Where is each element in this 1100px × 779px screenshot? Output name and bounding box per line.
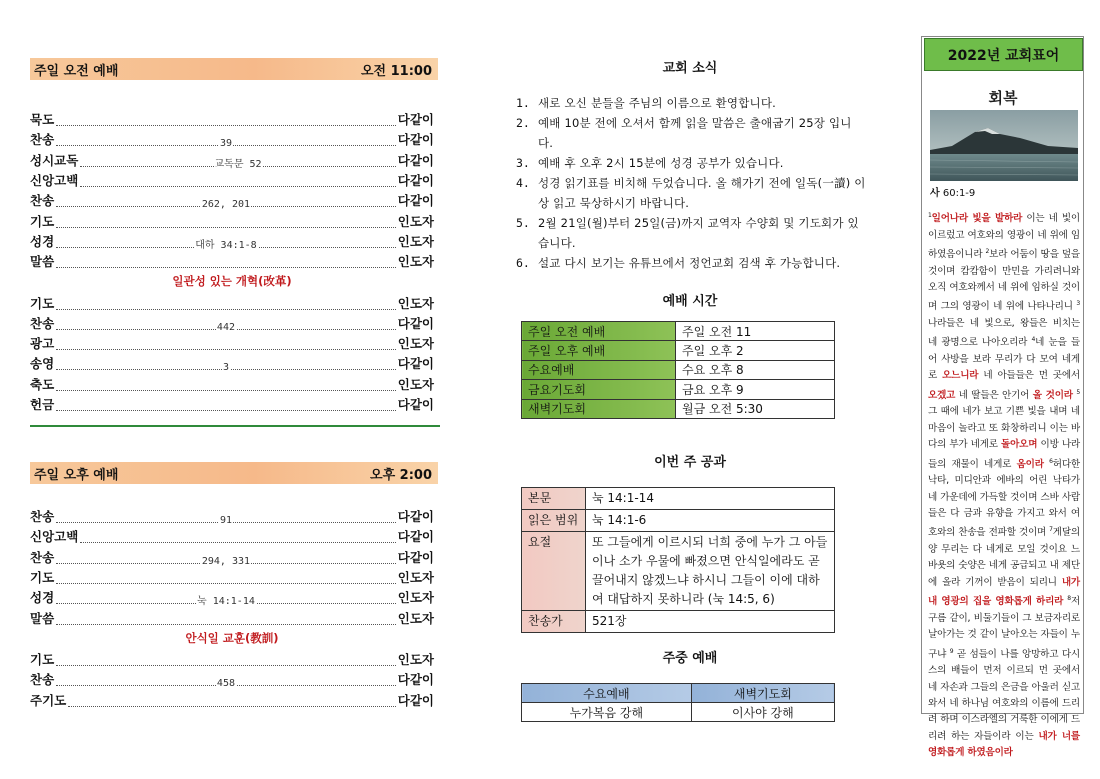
order-label: 성시교독 <box>30 152 79 168</box>
dot-leader <box>56 570 396 584</box>
dot-leader <box>56 672 396 690</box>
verse-highlight: 내가 내 영광의 집을 영화롭게 하리라 <box>928 576 1080 608</box>
order-row <box>30 210 434 230</box>
lesson-value: 눅 14:1-6 <box>586 510 835 532</box>
news-item <box>516 153 866 173</box>
news-text: 2월 21일(월)부터 25일(금)까지 교역자 수양회 및 기도회가 있습니다. <box>538 216 859 250</box>
order-leader: 인도자 <box>397 610 434 626</box>
order-label: 찬송 <box>30 549 55 565</box>
verse-highlight: 내가 너를 영화롭게 하였음이라 <box>928 730 1080 759</box>
service-time-row <box>522 341 835 360</box>
order-detail: 눅 14:1-14 <box>197 596 255 608</box>
dot-leader <box>80 153 395 170</box>
order-label: 찬송 <box>30 193 55 209</box>
lesson-row <box>522 611 835 633</box>
lesson-row <box>522 488 835 510</box>
dot-leader <box>56 112 396 126</box>
order-row <box>30 567 434 587</box>
service-time-row <box>522 380 835 399</box>
order-label: 광고 <box>30 336 55 352</box>
news-text: 설교 다시 보기는 유튜브에서 정언교회 검색 후 가능합니다. <box>538 256 841 270</box>
order-leader: 인도자 <box>397 233 434 249</box>
order-row <box>30 170 434 190</box>
order-detail: 대하 34:1-8 <box>195 239 257 251</box>
lesson-value: 눅 14:1-14 <box>586 488 835 510</box>
order-row <box>30 526 434 546</box>
motto-word: 회복 <box>988 89 1018 107</box>
dot-leader <box>56 356 396 374</box>
lesson-table <box>521 487 835 633</box>
dot-leader <box>56 550 396 567</box>
service-time: 수요 오후 8 <box>676 360 835 379</box>
motto-verse-text <box>928 208 1080 762</box>
order-row <box>30 292 434 312</box>
morning-service-time: 오전 11:00 <box>360 63 432 79</box>
service-times-table <box>521 321 835 419</box>
news-item <box>516 253 866 273</box>
verse-number: 3 <box>1076 300 1080 308</box>
dot-leader <box>56 254 396 268</box>
service-name: 금요기도회 <box>522 380 676 399</box>
news-text: 성경 읽기표를 비치해 두었습니다. 올 해가기 전에 일독(一讀) 이상 읽고 묵상하시기 바랍니다. <box>538 176 866 210</box>
order-label: 축도 <box>30 376 55 392</box>
order-row <box>30 251 434 271</box>
service-name: 수요예배 <box>522 360 676 379</box>
verse-text: 그 때에 네가 보고 기쁜 빛을 내며 네 마음이 놀라고 또 화창하리니 이는 바다의 부가 네게로 <box>928 406 1080 451</box>
news-number: 4. <box>516 176 530 190</box>
verse-text: 네 눈을 들어 사방을 보라 무리가 다 모여 네게로 <box>928 337 1080 382</box>
service-name: 주일 오전 예배 <box>522 322 676 341</box>
order-detail: 교독문 52 <box>214 158 262 170</box>
order-leader: 다같이 <box>397 173 434 189</box>
midweek-header-dawn: 새벽기도회 <box>691 684 834 703</box>
order-row <box>30 689 434 709</box>
news-title: 교회 소식 <box>662 61 718 76</box>
order-label: 헌금 <box>30 397 55 412</box>
verse-book: 사 <box>930 188 940 199</box>
order-leader: 다같이 <box>397 356 434 372</box>
order-label: 성경 <box>30 590 55 606</box>
order-leader: 인도자 <box>397 376 434 392</box>
lesson-key: 본문 <box>522 488 586 510</box>
verse-text: 곧 섬들이 나를 앙망하고 다시스의 배들이 먼저 이르되 먼 곳에서 네 자손과 그들의 은금을 아울러 싣고 와서 네 하나님 여호와의 이름에 드리려 하며 이스라엘의 거룩한 이에게 드리려 하는 자들이라 이는 <box>928 648 1080 742</box>
order-label: 주기도 <box>30 692 67 708</box>
service-time: 월금 오전 5:30 <box>676 399 835 418</box>
order-row <box>30 607 434 627</box>
order-leader: 인도자 <box>397 590 434 606</box>
order-label: 찬송 <box>30 132 55 148</box>
news-number: 1. <box>516 96 530 110</box>
order-leader: 다같이 <box>397 112 434 128</box>
dot-leader <box>56 214 396 228</box>
lesson-key: 요절 <box>522 532 586 611</box>
verse-text: 네 아들들은 먼 곳에서 <box>978 370 1080 382</box>
news-text: 새로 오신 분들을 주님의 이름으로 환영합니다. <box>538 96 777 110</box>
lesson-title: 이번 주 공과 <box>654 455 726 470</box>
news-item <box>516 213 866 253</box>
news-text: 예배 후 오후 2시 15분에 성경 공부가 있습니다. <box>538 156 784 170</box>
order-row <box>30 669 434 689</box>
service-time-row <box>522 322 835 341</box>
order-leader: 인도자 <box>397 213 434 229</box>
order-detail: 262, 201 <box>201 199 251 211</box>
order-label: 찬송 <box>30 315 55 331</box>
verse-number: 2 <box>985 248 990 255</box>
order-leader: 다같이 <box>397 132 434 148</box>
midweek-table <box>521 683 835 722</box>
afternoon-sermon-title: 안식일 교훈(教訓) <box>185 630 279 645</box>
order-row <box>30 313 434 333</box>
news-number: 5. <box>516 216 530 230</box>
dot-leader <box>56 336 396 350</box>
verse-text: 네 딸들은 안기어 <box>955 390 1033 401</box>
order-row <box>30 150 434 170</box>
order-row <box>30 231 434 251</box>
order-row <box>30 109 434 129</box>
verse-text: 나라들은 네 빛으로, 왕들은 비치는 네 광명으로 나아오리라 <box>928 318 1080 349</box>
service-time-row <box>522 360 835 379</box>
order-row <box>30 190 434 210</box>
verse-text: 허다한 낙타, 미디안과 에바의 어린 낙타가 네 가운데에 가득할 것이며 스바 사람들은 다 금과 유향을 가지고 와서 여호와의 찬송을 전파할 것이며 <box>928 458 1080 539</box>
midweek-title: 주중 예배 <box>662 651 718 666</box>
verse-highlight: 오느니라 <box>942 370 979 382</box>
verse-chapter: 60:1-9 <box>939 188 976 199</box>
service-time: 주일 오전 11 <box>676 322 835 341</box>
verse-number: 4 <box>1031 336 1036 344</box>
order-detail: 294, 331 <box>201 555 251 567</box>
morning-order-list <box>30 109 434 414</box>
lesson-value: 또 그들에게 이르시되 너희 중에 누가 그 아들이나 소가 우물에 빠졌으면 안식일에라도 곧 끌어내지 않겠느냐 하시니 그들이 이에 대하여 대답하지 못하니라 (눅 14:5, 6) <box>586 532 835 611</box>
verse-number: 9 <box>949 647 954 655</box>
dot-leader <box>80 529 395 543</box>
order-detail: 3 <box>222 362 229 374</box>
order-leader: 다같이 <box>397 397 434 412</box>
order-row <box>30 333 434 353</box>
news-number: 2. <box>516 116 530 130</box>
order-leader: 다같이 <box>397 315 434 331</box>
dot-leader <box>56 296 396 310</box>
lesson-value: 521장 <box>586 611 835 633</box>
dot-leader <box>56 377 396 391</box>
order-leader: 다같이 <box>397 529 434 545</box>
order-label: 기도 <box>30 570 55 586</box>
news-item <box>516 113 866 153</box>
order-label: 말씀 <box>30 254 55 270</box>
dot-leader <box>56 509 396 527</box>
verse-text: 이방 나라들의 재물이 네게로 <box>928 439 1080 470</box>
dot-leader <box>56 397 396 411</box>
order-row <box>30 587 434 607</box>
verse-number: 7 <box>1049 526 1053 534</box>
verse-number: 8 <box>1067 595 1071 603</box>
order-label: 신앙고백 <box>30 173 79 189</box>
order-label: 찬송 <box>30 672 55 688</box>
midweek-header-wed: 수요예배 <box>522 684 692 703</box>
verse-highlight: 옴이라 <box>1016 458 1044 470</box>
news-number: 6. <box>516 256 530 270</box>
order-detail: 39 <box>219 138 232 150</box>
afternoon-service-time: 오후 2:00 <box>370 467 432 483</box>
service-time: 금요 오후 9 <box>676 380 835 399</box>
lesson-row <box>522 510 835 532</box>
order-label: 기도 <box>30 213 55 229</box>
dot-leader <box>80 173 395 187</box>
order-row <box>30 649 434 669</box>
order-leader: 다같이 <box>397 549 434 565</box>
verse-text: 게달의 양 무리는 다 네게로 모일 것이요 느바욧의 숫양은 네게 공급되고 내 제단에 올라 기꺼이 받음이 되리니 <box>928 527 1080 588</box>
afternoon-service-header <box>30 462 438 484</box>
midweek-value-wed: 누가복음 강해 <box>522 703 692 722</box>
order-row <box>30 506 434 526</box>
dot-leader <box>56 234 396 251</box>
dot-leader <box>56 132 396 150</box>
service-time-row <box>522 399 835 418</box>
order-label: 묵도 <box>30 112 55 128</box>
order-row <box>30 547 434 567</box>
verse-highlight: 돌아오며 <box>1001 439 1038 451</box>
order-label: 말씀 <box>30 610 55 626</box>
midweek-value-dawn: 이사야 강해 <box>691 703 834 722</box>
news-number: 3. <box>516 156 530 170</box>
order-label: 신앙고백 <box>30 529 79 545</box>
dot-leader <box>56 193 396 211</box>
dot-leader <box>68 693 396 707</box>
verse-text: 보라 어둠이 땅을 덮을 것이며 캄캄함이 만민을 가리려니와 오직 여호와께서 네 위에 임하실 것이며 그의 영광이 네 위에 나타나리니 <box>928 249 1080 313</box>
order-row <box>30 394 434 414</box>
order-leader: 인도자 <box>397 295 434 311</box>
order-detail: 458 <box>216 678 235 690</box>
dot-leader <box>56 611 396 625</box>
motto-header: 2022년 교회표어 <box>924 38 1083 71</box>
order-detail: 91 <box>219 515 232 527</box>
news-item <box>516 93 866 113</box>
dot-leader <box>56 652 396 666</box>
verse-highlight: 일어나라 빛을 발하라 <box>931 213 1023 225</box>
order-label: 기도 <box>30 295 55 311</box>
lesson-row <box>522 532 835 611</box>
order-label: 기도 <box>30 651 55 667</box>
news-item <box>516 173 866 213</box>
morning-service-title: 주일 오전 예배 <box>34 63 119 79</box>
section-divider <box>30 425 440 427</box>
order-row <box>30 353 434 373</box>
dot-leader <box>56 316 396 333</box>
order-row <box>30 374 434 394</box>
dot-leader <box>56 590 396 608</box>
afternoon-order-list <box>30 506 434 710</box>
verse-text: 이는 네 빛이 이르렀고 여호와의 영광이 네 위에 임하였음이니라 <box>928 213 1080 261</box>
order-leader: 다같이 <box>397 152 434 168</box>
news-text: 예배 10분 전에 오셔서 함께 읽을 말씀은 출애굽기 25장 입니다. <box>538 116 852 150</box>
order-leader: 인도자 <box>397 336 434 352</box>
verse-reference <box>930 184 975 199</box>
verse-highlight: 올 것이라 <box>1032 390 1073 401</box>
morning-sermon-title: 일관성 있는 개혁(改革) <box>172 274 292 289</box>
order-label: 찬송 <box>30 509 55 525</box>
verse-highlight: 오겠고 <box>928 390 956 401</box>
service-name: 새벽기도회 <box>522 399 676 418</box>
order-leader: 다같이 <box>397 692 434 708</box>
order-leader: 다같이 <box>397 193 434 209</box>
verse-number: 1 <box>928 212 932 219</box>
verse-text: 저 구름 같이, 비둘기들이 그 보금자리로 날아가는 것 같이 날아오는 자들이 누구냐 <box>928 596 1080 660</box>
service-time: 주일 오후 2 <box>676 341 835 360</box>
order-label: 송영 <box>30 356 55 372</box>
news-list <box>516 93 866 273</box>
verse-number: 5 <box>1076 388 1081 396</box>
lesson-key: 찬송가 <box>522 611 586 633</box>
order-leader: 인도자 <box>397 254 434 270</box>
order-leader: 다같이 <box>397 672 434 688</box>
order-leader: 인도자 <box>397 651 434 667</box>
afternoon-service-title: 주일 오후 예배 <box>34 467 119 483</box>
verse-number: 6 <box>1049 457 1053 465</box>
service-name: 주일 오후 예배 <box>522 341 676 360</box>
order-leader: 인도자 <box>397 570 434 586</box>
mountain-image <box>930 110 1078 181</box>
order-detail: 442 <box>216 321 235 333</box>
order-leader: 다같이 <box>397 509 434 525</box>
service-times-title: 예배 시간 <box>662 294 718 309</box>
order-label: 성경 <box>30 233 55 249</box>
morning-service-header <box>30 58 438 80</box>
lesson-key: 읽은 범위 <box>522 510 586 532</box>
order-row <box>30 129 434 149</box>
